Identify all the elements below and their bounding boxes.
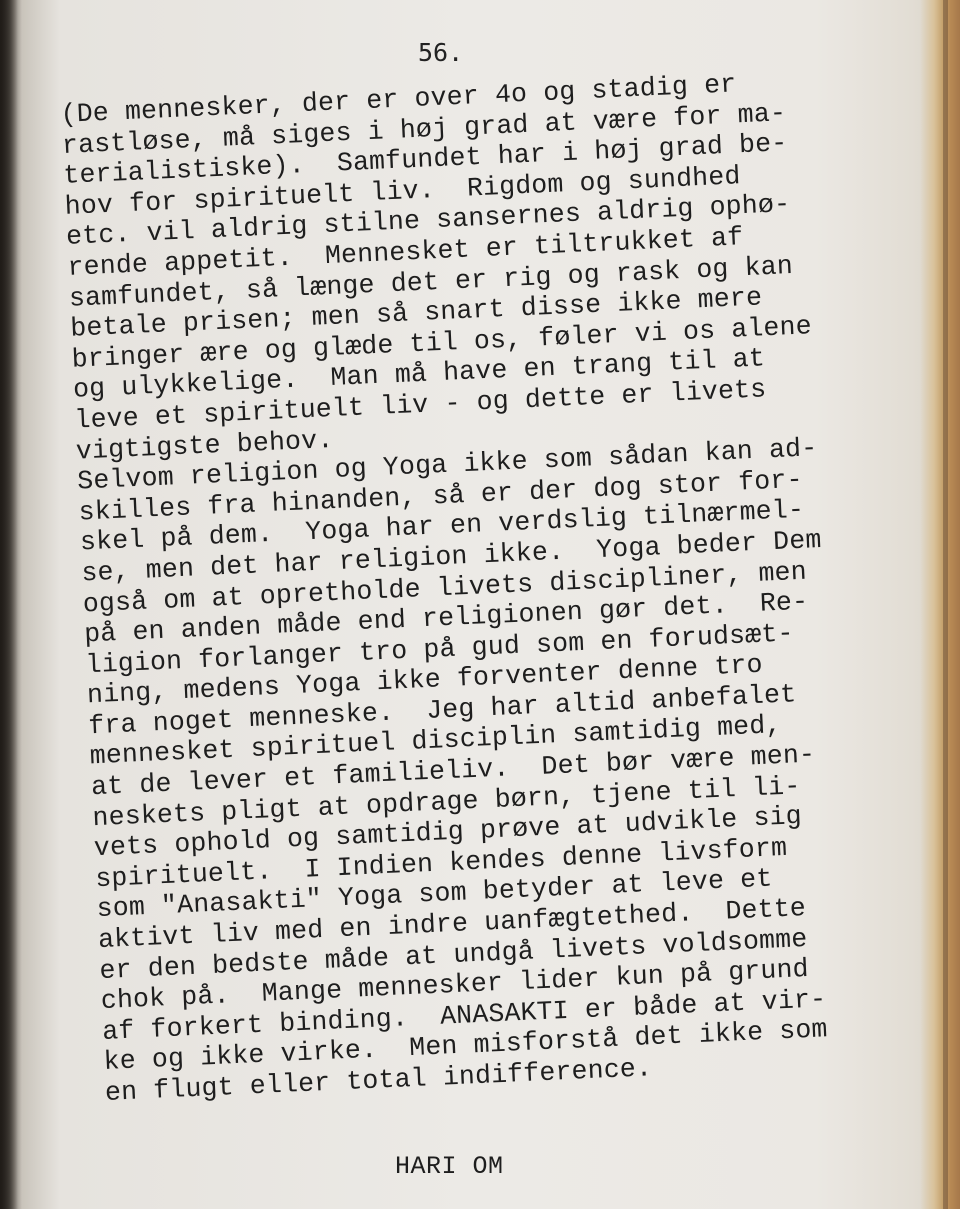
page-edge-stripe (943, 0, 948, 1209)
page-number: 56. (418, 38, 464, 67)
gutter-shadow (0, 0, 18, 1209)
typewritten-body-text: (De mennesker, der er over 4o og stadig er rastløse, må siges i høj grad at være for ma- terialistiske). Samfundet har i høj grad be- hov for spirituelt liv. Rigdom og sundhed etc. vil aldrig stilne sansernes aldrig ophø- rende appetit. Mennesket er tiltrukket af samfundet, så længe det er rig og rask og kan betale prisen; men så snart disse ikke mere bringer ære og glæde til os, føler vi os alene og ulykkelige. Man må have en trang til at leve et spirituelt liv - og dette er livets vigtigste behov. Selvom religion og Yoga ikke som sådan kan ad- skilles fra hinanden, så er der dog stor for- skel på dem. Yoga har en verdslig tilnærmel- se, men det har religion ikke. Yoga beder Dem også om at opretholde livets discipliner, men på en anden måde end religionen gør det. Re- ligion forlanger tro på gud som en forudsæt- ning, medens Yoga ikke forventer denne tro fra noget menneske. Jeg har altid anbefalet mennesket spirituel disciplin samtidig med, at de lever et familieliv. Det bør være men- neskets pligt at opdrage børn, tjene til li- vets ophold og samtidig prøve at udvikle sig spirituelt. I Indien kendes denne livsform som "Anasakti" Yoga som betyder at leve et aktivt liv med en indre uanfægtethed. Dette er den bedste måde at undgå livets voldsomme chok på. Mange mennesker lider kun på grund af forkert binding. ANASAKTI er både at vir- ke og ikke virke. Men misforstå det ikke som en flugt eller total indifference. (60, 69, 829, 1108)
closing-line: HARI OM (395, 1152, 504, 1181)
